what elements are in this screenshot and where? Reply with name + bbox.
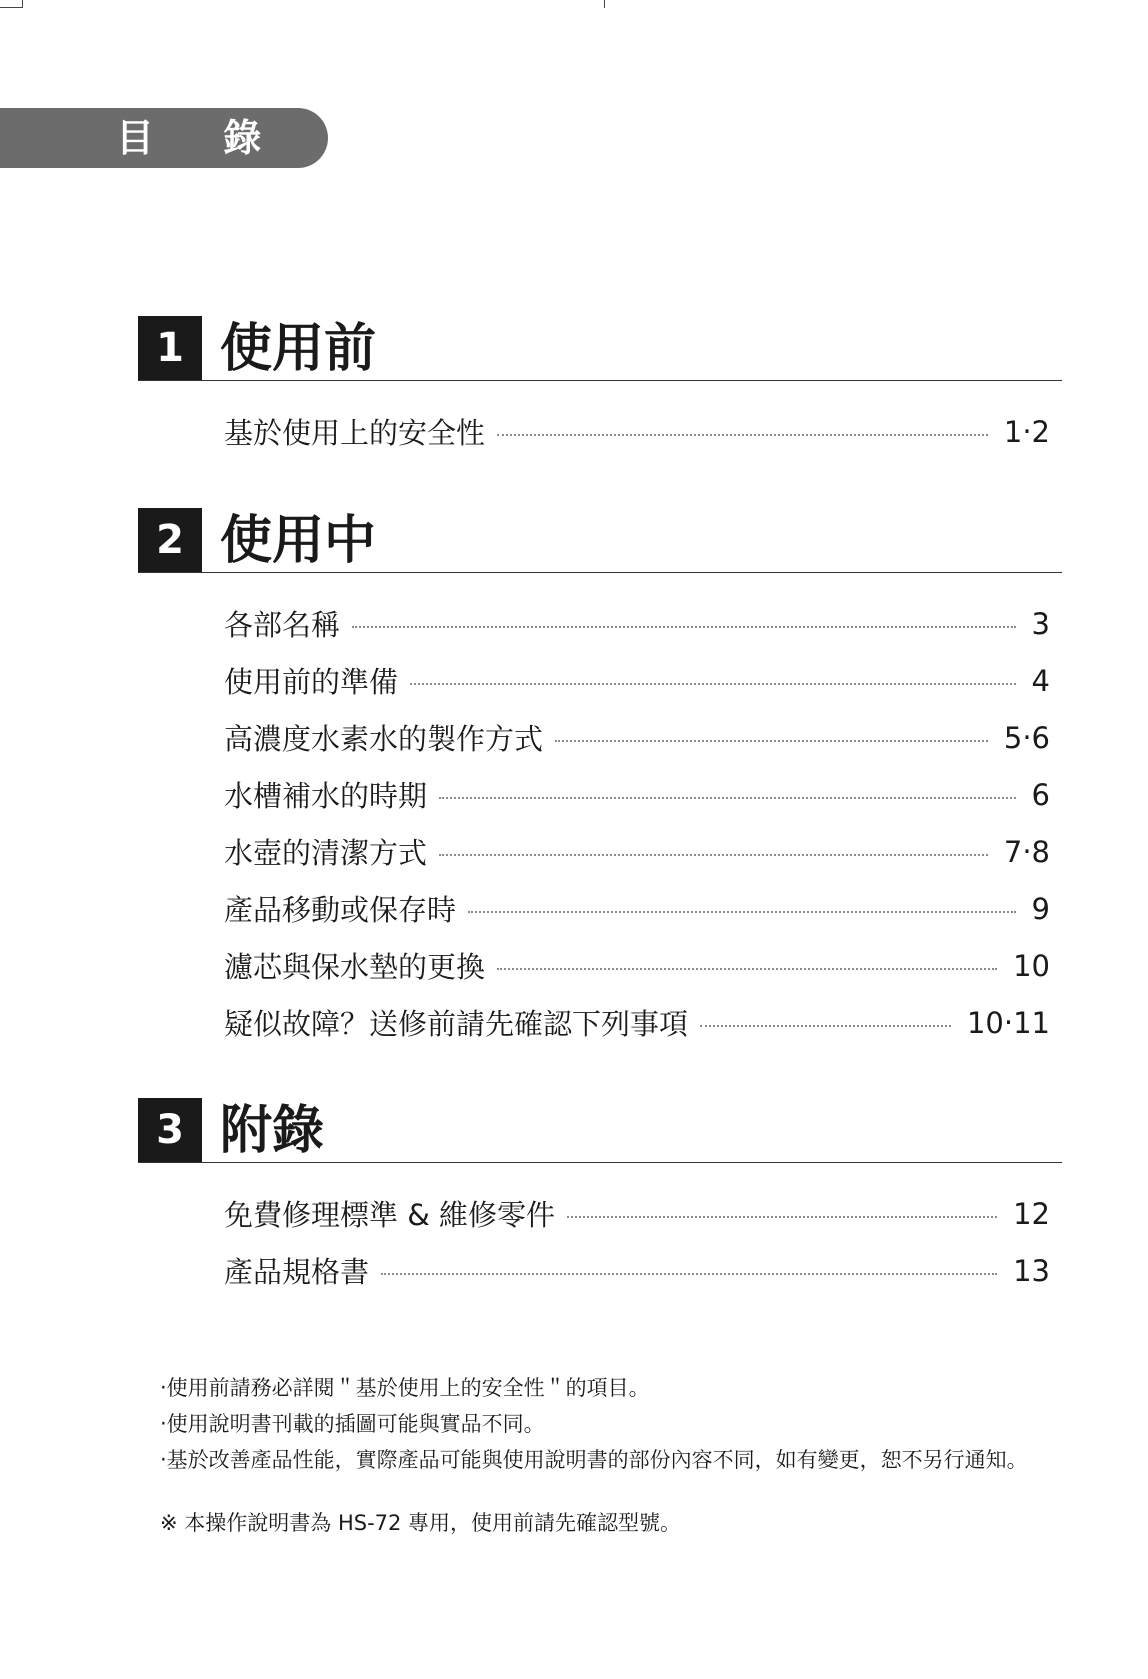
toc-entry-page: 4 — [1031, 663, 1050, 698]
section-header — [138, 1098, 1062, 1163]
section-before-use — [138, 316, 1062, 460]
dot-leader — [410, 683, 1016, 685]
usage-notes — [160, 1370, 1100, 1478]
section-appendix — [138, 1098, 1062, 1299]
section-number: 3 — [138, 1098, 202, 1162]
toc-entry-title: 疑似故障？送修前請先確認下列事項 — [224, 1007, 689, 1041]
toc-entry-title: 水壺的清潔方式 — [224, 836, 428, 870]
toc-entry-title: 各部名稱 — [224, 608, 341, 642]
toc-entry-title: 濾芯與保水墊的更換 — [224, 950, 486, 984]
model-note: ※ 本操作說明書為 HS-72 專用，使用前請先確認型號。 — [160, 1511, 682, 1535]
toc-entry-page: 1‧2 — [1003, 414, 1050, 449]
toc-entry-title: 產品移動或保存時 — [224, 893, 457, 927]
toc-list — [224, 1185, 1050, 1299]
dot-leader — [381, 1273, 997, 1275]
section-number: 1 — [138, 316, 202, 380]
toc-entry-page: 12 — [1013, 1196, 1050, 1231]
toc-entry-page: 10 — [1013, 948, 1050, 983]
toc-entry-title: 基於使用上的安全性 — [224, 416, 486, 450]
dot-leader — [700, 1025, 951, 1027]
toc-entry-page: 5‧6 — [1003, 720, 1050, 755]
section-header — [138, 508, 1062, 573]
note-line: ‧基於改善產品性能，實際產品可能與使用說明書的部份內容不同，如有變更，恕不另行通知。 — [160, 1448, 1028, 1472]
toc-entry-page: 9 — [1031, 891, 1050, 926]
toc-entry[interactable] — [224, 403, 1050, 460]
toc-entry-title: 使用前的準備 — [224, 665, 399, 699]
toc-entry[interactable] — [224, 595, 1050, 652]
toc-entry[interactable] — [224, 1242, 1050, 1299]
toc-entry-title: 水槽補水的時期 — [224, 779, 428, 813]
crop-mark — [22, 0, 23, 8]
crop-mark — [604, 0, 605, 8]
toc-entry[interactable] — [224, 880, 1050, 937]
toc-entry[interactable] — [224, 823, 1050, 880]
dot-leader — [468, 911, 1016, 913]
toc-entry-page: 13 — [1013, 1253, 1050, 1288]
toc-entry[interactable] — [224, 766, 1050, 823]
toc-entry-page: 6 — [1031, 777, 1050, 812]
note-line: ‧使用說明書刊載的插圖可能與實品不同。 — [160, 1412, 545, 1436]
toc-entry-page: 7‧8 — [1003, 834, 1050, 869]
toc-entry[interactable] — [224, 652, 1050, 709]
toc-entry-title: 高濃度水素水的製作方式 — [224, 722, 544, 756]
toc-entry-title: 免費修理標準 & 維修零件 — [224, 1198, 556, 1232]
toc-entry[interactable] — [224, 994, 1050, 1051]
section-title: 附錄 — [220, 1101, 325, 1161]
dot-leader — [555, 740, 988, 742]
toc-entry[interactable] — [224, 709, 1050, 766]
dot-leader — [567, 1216, 997, 1218]
dot-leader — [497, 434, 988, 436]
dot-leader — [439, 854, 988, 856]
crop-mark — [0, 7, 22, 8]
toc-list — [224, 595, 1050, 1051]
section-header — [138, 316, 1062, 381]
note-line: ‧使用前請務必詳閱＂基於使用上的安全性＂的項目。 — [160, 1376, 650, 1400]
section-number: 2 — [138, 508, 202, 572]
dot-leader — [352, 626, 1016, 628]
toc-entry-title: 產品規格書 — [224, 1255, 370, 1289]
dot-leader — [439, 797, 1016, 799]
toc-entry-page: 10‧11 — [966, 1005, 1050, 1040]
section-title: 使用中 — [220, 511, 377, 571]
section-in-use — [138, 508, 1062, 1051]
toc-list — [224, 403, 1050, 460]
toc-entry[interactable] — [224, 1185, 1050, 1242]
toc-entry[interactable] — [224, 937, 1050, 994]
toc-banner: 目 錄 — [0, 108, 328, 168]
section-title: 使用前 — [220, 319, 377, 379]
dot-leader — [497, 968, 997, 970]
toc-entry-page: 3 — [1031, 606, 1050, 641]
